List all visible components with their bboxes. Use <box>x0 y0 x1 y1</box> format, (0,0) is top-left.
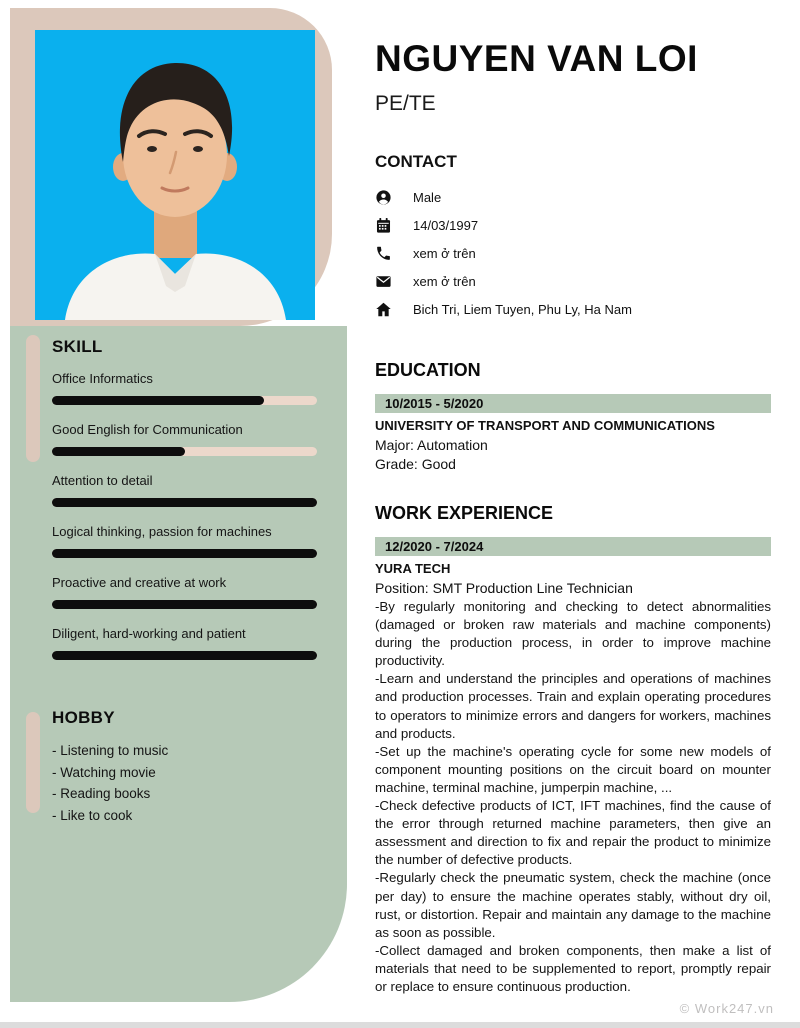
job-title: PE/TE <box>375 92 436 115</box>
hobby-heading: HOBBY <box>52 708 115 727</box>
education-major: Major: Automation <box>375 437 488 453</box>
skill-label: Logical thinking, passion for machines <box>52 524 272 539</box>
candidate-name: NGUYEN VAN LOI <box>375 38 698 79</box>
hobby-item: - Reading books <box>52 786 151 801</box>
experience-heading: WORK EXPERIENCE <box>375 503 554 523</box>
contact-phone: xem ở trên <box>413 246 476 261</box>
education-grade: Grade: Good <box>375 456 456 472</box>
left-sidebar <box>10 326 347 1002</box>
skill-item <box>52 523 317 558</box>
hobby-list <box>52 740 317 826</box>
contact-address: Bich Tri, Liem Tuyen, Phu Ly, Ha Nam <box>413 302 632 317</box>
contact-email: xem ở trên <box>413 274 476 289</box>
experience-bullet: -Check defective products of ICT, IFT machines, find the cause of the error through returned machine parameters, then give an assessment and direction to fix and repair the product to minimize the number of defective products. <box>375 798 771 868</box>
skill-item <box>52 574 317 609</box>
sidebar-content <box>10 326 347 826</box>
skill-label: Proactive and creative at work <box>52 575 227 590</box>
skill-item <box>52 421 317 456</box>
skill-bar-track <box>52 651 317 660</box>
experience-bullet: -By regularly monitoring and checking to detect abnormalities (damaged or broken raw materials and machine components) during the production process, in order to improve machine productivity. <box>375 599 771 669</box>
skill-item <box>52 370 317 405</box>
contact-row <box>375 217 771 234</box>
experience-details <box>375 598 771 996</box>
education-school: UNIVERSITY OF TRANSPORT AND COMMUNICATIONS <box>375 418 715 433</box>
skill-label: Office Informatics <box>52 371 153 386</box>
experience-bullet: -Collect damaged and broken components, then make a list of materials that need to be supplemented to report, promptly repair or replace to ensure continuous production. <box>375 942 771 994</box>
contact-list <box>375 189 771 318</box>
contact-gender: Male <box>413 190 442 205</box>
skill-item <box>52 472 317 507</box>
experience-period: 12/2020 - 7/2024 <box>375 537 771 556</box>
contact-row <box>375 245 771 262</box>
person-icon <box>375 189 392 206</box>
skill-label: Attention to detail <box>52 473 153 488</box>
experience-position: Position: SMT Production Line Technician <box>375 580 633 596</box>
portrait-illustration <box>35 30 315 320</box>
hobby-item: - Watching movie <box>52 764 156 780</box>
hobby-item: - Listening to music <box>52 743 169 758</box>
skill-bar-track <box>52 396 317 405</box>
skill-label: Diligent, hard-working and patient <box>52 626 246 641</box>
watermark: © Work247.vn <box>679 1001 774 1016</box>
skill-bar-fill <box>52 651 317 660</box>
education-period: 10/2015 - 5/2020 <box>375 394 771 413</box>
skill-list <box>52 370 317 660</box>
skill-bar-track <box>52 498 317 507</box>
page-edge <box>0 1022 800 1028</box>
contact-row <box>375 301 771 318</box>
experience-company: YURA TECH <box>375 561 451 576</box>
skill-item <box>52 625 317 660</box>
main-column <box>375 0 771 996</box>
home-icon <box>375 301 392 318</box>
calendar-icon <box>375 217 392 234</box>
experience-bullet: -Set up the machine's operating cycle for some new models of component mounting positions on the circuit board on mounter machine, terminal machine, jumperpin machine, ... <box>375 743 771 795</box>
contact-heading: CONTACT <box>375 152 457 171</box>
skill-bar-fill <box>52 498 317 507</box>
phone-icon <box>375 245 392 262</box>
contact-birthdate: 14/03/1997 <box>413 218 479 233</box>
skill-bar-fill <box>52 396 264 405</box>
skill-bar-fill <box>52 447 185 456</box>
skill-bar-fill <box>52 600 317 609</box>
hobby-item: - Like to cook <box>52 807 133 823</box>
contact-row <box>375 273 771 290</box>
skill-bar-track <box>52 549 317 558</box>
skill-bar-track <box>52 447 317 456</box>
profile-photo <box>35 30 315 320</box>
skill-bar-track <box>52 600 317 609</box>
education-heading: EDUCATION <box>375 360 481 380</box>
experience-bullet: -Regularly check the pneumatic system, check the machine (once per day) to ensure the machine operates stably, without dry oil, rust, or distortion. Repair and maintain any damage to the machine as soon as possible. <box>375 870 771 940</box>
contact-row <box>375 189 771 206</box>
experience-bullet: -Learn and understand the principles and operations of machines and production processes. Train and explain operating procedures to operators to minimize errors and dangers for workers, machines and products. <box>375 671 771 741</box>
email-icon <box>375 273 392 290</box>
skill-heading: SKILL <box>52 337 103 356</box>
skill-label: Good English for Communication <box>52 422 243 437</box>
skill-bar-fill <box>52 549 317 558</box>
